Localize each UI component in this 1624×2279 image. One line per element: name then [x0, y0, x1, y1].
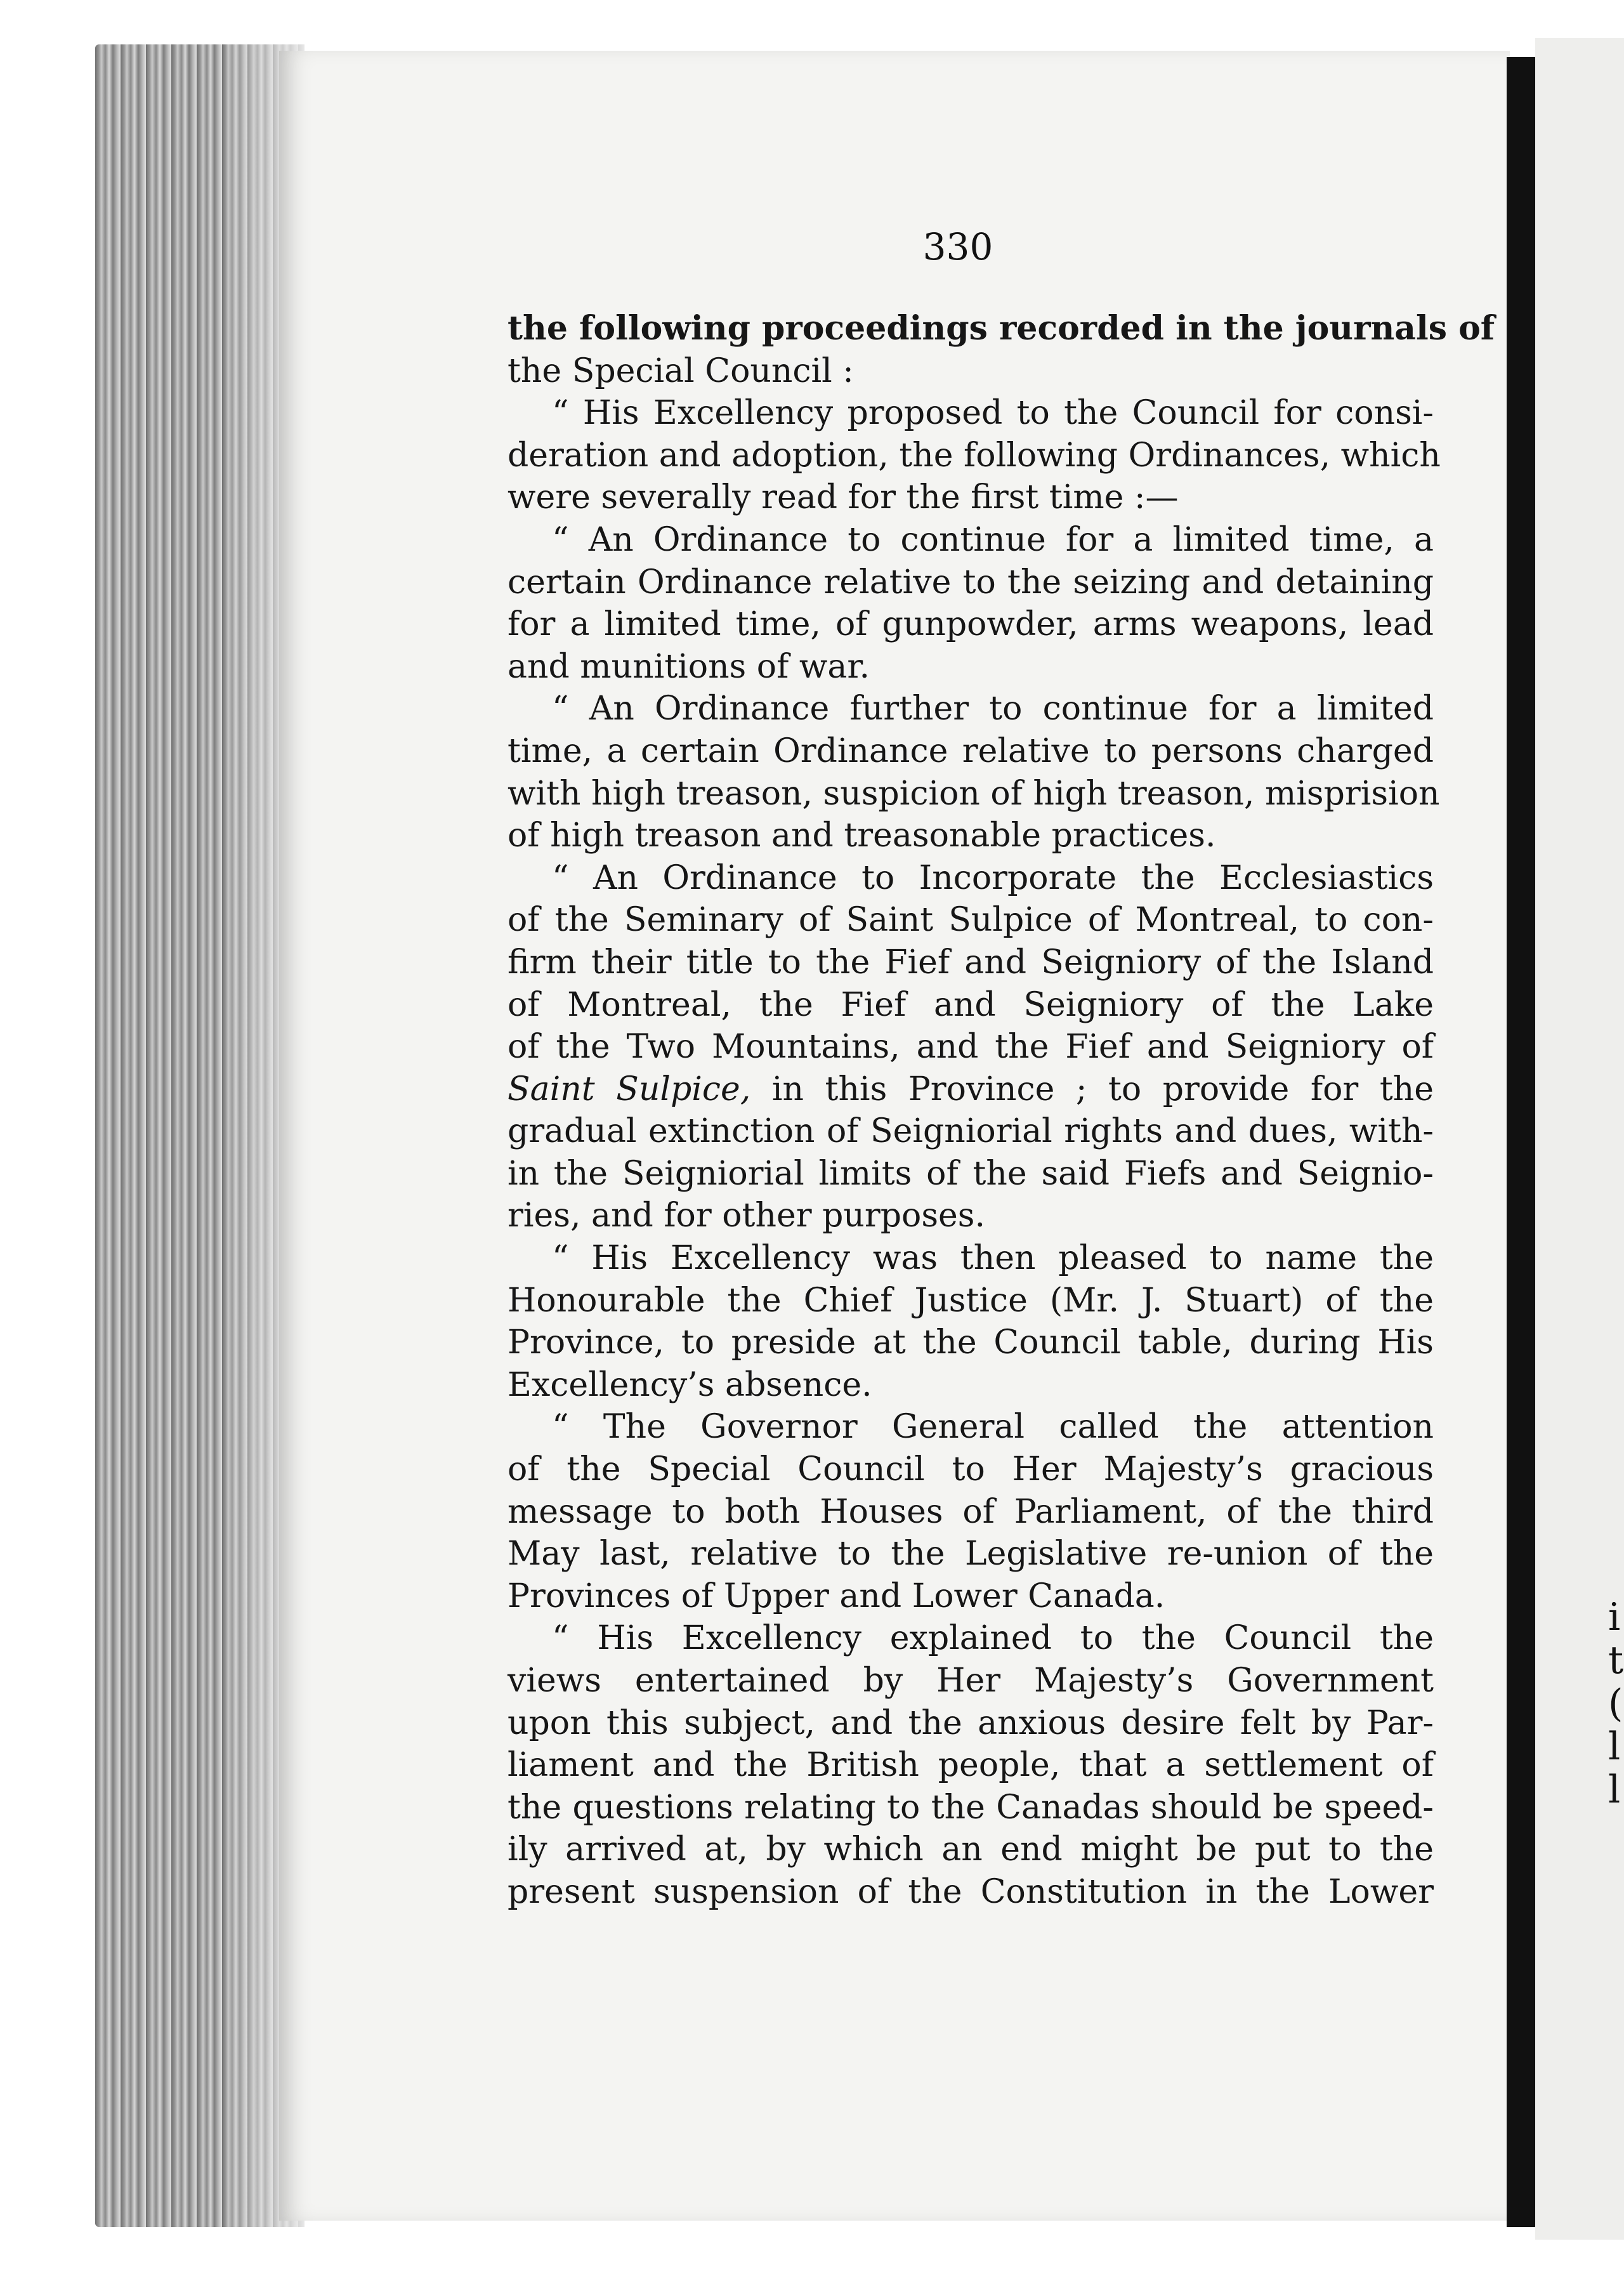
- text-line: gradual extinction of Seigniorial rights and dues, with-: [508, 1112, 1434, 1151]
- text-line: “ An Ordinance to Incorporate the Ecclesiastics: [552, 858, 1434, 897]
- text-line: “ The Governor General called the attention: [552, 1408, 1434, 1447]
- text-line: “ His Excellency was then pleased to name the: [552, 1239, 1434, 1278]
- text-line: of Montreal, the Fief and Seigniory of the Lake: [508, 985, 1434, 1024]
- text-line: of the Seminary of Saint Sulpice of Montreal, to con-: [508, 901, 1434, 940]
- next-page-letters: [1608, 1596, 1624, 1811]
- text-line: views entertained by Her Majesty’s Government: [508, 1662, 1434, 1700]
- page-number: 330: [922, 225, 993, 268]
- text-line: [508, 1068, 1434, 1111]
- text-line: of high treason and treasonable practices.: [508, 817, 1216, 855]
- text-line: time, a certain Ordinance relative to persons charged: [508, 732, 1434, 770]
- text-line: firm their title to the Fief and Seigniory of the Island: [508, 943, 1434, 982]
- text-line: ily arrived at, by which an end might be put to the: [508, 1830, 1434, 1869]
- next-page-letter: (: [1608, 1681, 1623, 1726]
- text-line: Honourable the Chief Justice (Mr. J. Stuart) of the: [508, 1281, 1434, 1320]
- text-line: message to both Houses of Parliament, of the third: [508, 1492, 1434, 1531]
- text-line: deration and adoption, the following Ordinances, which: [508, 436, 1441, 475]
- body-text: [508, 308, 1495, 1914]
- text-line: “ An Ordinance to continue for a limited time, a: [552, 520, 1434, 559]
- next-page-letter: l: [1608, 1724, 1621, 1769]
- text-line: May last, relative to the Legislative re-union of the: [508, 1535, 1434, 1573]
- text-line: Provinces of Upper and Lower Canada.: [508, 1577, 1165, 1615]
- text-line: “ His Excellency proposed to the Council for consi-: [552, 394, 1434, 433]
- next-page-letter: l: [1608, 1768, 1621, 1812]
- text-line: and munitions of war.: [508, 647, 870, 686]
- next-page-letter: t: [1608, 1638, 1624, 1683]
- text-line: in the Seigniorial limits of the said Fiefs and Seignio-: [508, 1154, 1434, 1193]
- next-page-edge: [1535, 38, 1624, 2240]
- text-line: upon this subject, and the anxious desire felt by Par-: [508, 1704, 1434, 1742]
- text-line-rest: in this Province ; to provide for the: [750, 1070, 1434, 1108]
- text-line: present suspension of the Constitution in the Lower: [508, 1872, 1434, 1911]
- text-line: for a limited time, of gunpowder, arms weapons, lead: [508, 605, 1434, 644]
- text-line: the following proceedings recorded in the journals of: [508, 309, 1495, 348]
- text-line: liament and the British people, that a settlement of: [508, 1746, 1434, 1785]
- text-line: “ His Excellency explained to the Council the: [552, 1619, 1434, 1658]
- text-line: of the Special Council to Her Majesty’s gracious: [508, 1450, 1434, 1489]
- text-line: were severally read for the first time :—: [508, 478, 1179, 517]
- italic-place-name: Saint Sulpice,: [508, 1070, 751, 1108]
- book-gutter: [1507, 57, 1535, 2227]
- text-line: the Special Council :: [508, 351, 854, 390]
- text-line: of the Two Mountains, and the Fief and Seigniory of: [508, 1028, 1434, 1067]
- page-edges: [95, 44, 304, 2227]
- text-line: with high treason, suspicion of high treason, misprision: [508, 774, 1440, 813]
- next-page-letter: i: [1608, 1595, 1621, 1639]
- text-line: Excellency’s absence.: [508, 1365, 872, 1404]
- text-line: “ An Ordinance further to continue for a limited: [552, 690, 1434, 728]
- text-line: the questions relating to the Canadas should be speed-: [508, 1788, 1434, 1827]
- text-line: Province, to preside at the Council table, during His: [508, 1323, 1434, 1362]
- text-line: certain Ordinance relative to the seizing and detaining: [508, 563, 1434, 601]
- text-line: ries, and for other purposes.: [508, 1197, 986, 1235]
